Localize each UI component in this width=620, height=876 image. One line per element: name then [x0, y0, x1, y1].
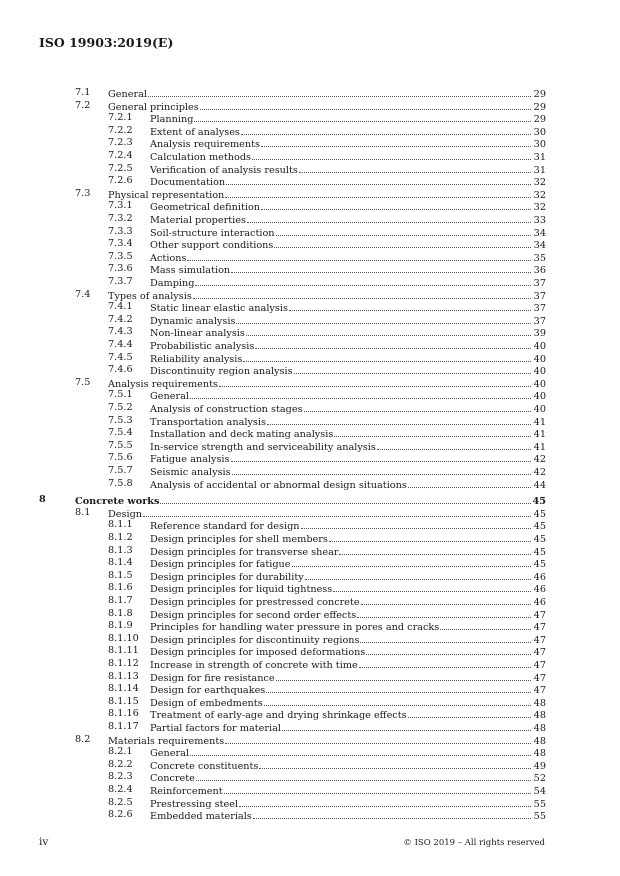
toc-entry-number: 7.2.4 [108, 150, 133, 161]
toc-entry-title: Extent of analyses [150, 126, 240, 138]
toc-entry-title: Damping [150, 278, 195, 289]
toc-leader-dots [366, 645, 531, 655]
toc-leader-dots [282, 721, 531, 731]
toc-entry-title: Transportation analysis [150, 416, 266, 428]
toc-entry[interactable] [108, 112, 546, 124]
toc-entry[interactable] [108, 326, 546, 338]
toc-entry[interactable] [75, 100, 546, 112]
toc-entry-number: 7.4.2 [108, 313, 133, 325]
toc-entry-page: 45 [533, 559, 546, 571]
toc-entry-number: 8.1.1 [108, 519, 133, 531]
toc-entry-title: General principles [108, 101, 199, 113]
toc-entry-number: 8.2.4 [108, 784, 133, 795]
toc-leader-dots [360, 633, 531, 643]
toc-entry[interactable] [75, 188, 546, 200]
toc-entry[interactable] [108, 645, 546, 657]
toc-leader-dots [305, 570, 531, 580]
toc-entry-number: 8.1.16 [108, 708, 139, 720]
toc-entry-page: 45 [533, 521, 546, 533]
toc-entry-title: Analysis of accidental or abnormal design situations [150, 479, 407, 491]
toc-entry-page: 45 [533, 534, 546, 545]
toc-entry-title: Actions [150, 252, 187, 264]
toc-entry-number: 7.2.1 [108, 112, 133, 124]
toc-leader-dots [259, 759, 531, 769]
toc-entry[interactable] [108, 339, 546, 351]
toc-entry-page: 31 [533, 152, 546, 163]
toc-entry-number: 8.1.6 [108, 582, 133, 594]
toc-entry-page: 54 [533, 786, 546, 797]
toc-entry-number: 7.4.1 [108, 301, 133, 313]
toc-leader-dots [408, 708, 531, 718]
toc-entry-title: In-service strength and serviceability analysis [150, 441, 376, 453]
toc-entry-title: Analysis requirements [150, 139, 260, 151]
toc-entry-page: 32 [533, 202, 546, 214]
toc-entry[interactable] [108, 389, 546, 401]
toc-entry-title: Design principles for liquid tightness [150, 584, 333, 596]
toc-entry[interactable] [108, 658, 546, 670]
toc-entry-number: 8.1.5 [108, 569, 133, 581]
toc-entry-number: 7.3.6 [108, 263, 133, 275]
toc-entry-number: 7.5.8 [108, 477, 133, 489]
toc-entry-page: 40 [533, 378, 546, 390]
toc-entry-title: Design for earthquakes [150, 685, 266, 697]
toc-entry-number: 8.1.10 [108, 632, 139, 644]
toc-entry-page: 49 [533, 760, 546, 772]
toc-entry-title: Types of analysis [108, 290, 192, 302]
toc-entry-page: 29 [533, 89, 546, 100]
toc-entry[interactable] [108, 427, 546, 439]
toc-leader-dots [236, 314, 531, 324]
toc-entry[interactable] [108, 452, 546, 464]
toc-entry[interactable] [108, 809, 546, 821]
toc-entry-title: Design principles for fatigue [150, 559, 291, 571]
toc-entry-title: Design principles for prestressed concrete [150, 597, 360, 608]
toc-entry[interactable] [108, 238, 546, 250]
toc-entry[interactable] [108, 200, 546, 212]
toc-entry[interactable] [108, 125, 546, 137]
toc-entry-page: 30 [533, 139, 546, 151]
toc-entry-number: 7.3.3 [108, 225, 133, 237]
toc-entry-title: Fatigue analysis [150, 454, 230, 466]
toc-leader-dots [239, 797, 531, 807]
toc-entry-title: Reinforcement [150, 786, 223, 797]
toc-leader-dots [148, 87, 531, 97]
toc-entry-title: Design principles for imposed deformations [150, 647, 366, 659]
toc-leader-dots [361, 595, 531, 605]
toc-entry[interactable] [108, 620, 546, 632]
toc-entry-number: 8.2.3 [108, 771, 133, 783]
toc-entry-title: Concrete [150, 773, 195, 785]
toc-entry-title: Soil-structure interaction [150, 227, 275, 239]
toc-entry-page: 40 [533, 341, 546, 352]
toc-entry[interactable] [108, 301, 546, 313]
toc-entry-page: 32 [533, 189, 546, 201]
toc-entry-number: 7.3 [75, 187, 91, 199]
toc-entry-title: General [108, 89, 147, 100]
toc-entry-page: 47 [533, 647, 546, 659]
toc-leader-dots [261, 200, 531, 210]
toc-entry[interactable] [108, 633, 546, 645]
toc-entry-page: 37 [533, 278, 546, 289]
toc-entry-title: Increase in strength of concrete with time [150, 660, 358, 671]
toc-entry-title: Non-linear analysis [150, 328, 245, 340]
toc-entry[interactable] [108, 415, 546, 427]
toc-entry-title: Concrete constituents [150, 760, 259, 772]
toc-leader-dots [196, 771, 531, 781]
toc-entry-page: 48 [533, 710, 546, 722]
toc-leader-dots [377, 440, 531, 450]
toc-leader-dots [224, 784, 531, 794]
toc-leader-dots [274, 238, 531, 248]
toc-entry-number: 8.1.3 [108, 544, 133, 556]
toc-entry[interactable] [108, 402, 546, 414]
toc-entry-title: Design of embedments [150, 697, 263, 709]
toc-entry[interactable] [108, 440, 546, 452]
toc-entry-page: 40 [533, 353, 546, 365]
toc-entry[interactable] [108, 263, 546, 275]
toc-entry-number: 8.2.5 [108, 796, 133, 808]
toc-entry[interactable] [108, 532, 546, 544]
toc-entry[interactable] [108, 708, 546, 720]
toc-leader-dots [333, 582, 531, 592]
toc-entry-page: 33 [533, 215, 546, 226]
toc-entry[interactable] [75, 507, 546, 519]
toc-leader-dots [357, 608, 531, 618]
toc-leader-dots [276, 671, 531, 681]
toc-entry[interactable] [108, 465, 546, 477]
toc-entry[interactable] [108, 570, 546, 582]
toc-leader-dots [440, 620, 531, 630]
toc-leader-dots [226, 175, 531, 185]
toc-leader-dots [231, 452, 532, 462]
toc-entry-number: 7.3.4 [108, 238, 133, 250]
toc-entry-page: 55 [533, 811, 546, 823]
toc-entry-number: 8.2.2 [108, 758, 133, 770]
toc-entry-page: 44 [533, 479, 546, 491]
toc-entry-title: Principles for handling water pressure in pores and cracks [150, 622, 440, 634]
toc-entry-page: 48 [533, 697, 546, 709]
toc-entry-number: 7.5.4 [108, 427, 133, 439]
toc-entry-number: 7.4.5 [108, 351, 133, 363]
toc-entry-number: 7.5.2 [108, 402, 133, 413]
toc-entry[interactable] [108, 314, 546, 326]
toc-entry-number: 7.3.5 [108, 250, 133, 262]
toc-entry-page: 47 [533, 609, 546, 621]
toc-entry-page: 41 [533, 429, 546, 441]
toc-leader-dots [292, 557, 531, 567]
toc-entry-number: 8.1.11 [108, 645, 139, 657]
toc-leader-dots [190, 389, 531, 399]
toc-entry-title: Discontinuity region analysis [150, 366, 293, 378]
toc-entry-page: 48 [533, 748, 546, 760]
toc-entry[interactable] [108, 364, 546, 376]
toc-leader-dots [187, 251, 531, 261]
toc-entry-number: 7.4.6 [108, 364, 133, 376]
toc-entry-page: 37 [533, 290, 546, 302]
toc-entry[interactable] [39, 494, 546, 506]
toc-leader-dots [301, 519, 531, 529]
toc-entry-number: 8.1.15 [108, 695, 139, 707]
toc-leader-dots [246, 326, 531, 336]
toc-leader-dots [219, 377, 531, 387]
toc-entry[interactable] [108, 595, 546, 607]
copyright-notice: © ISO 2019 – All rights reserved [403, 838, 545, 848]
toc-entry[interactable] [108, 721, 546, 733]
toc-entry-number: 7.3.2 [108, 213, 133, 224]
toc-entry-title: Prestressing steel [150, 798, 239, 810]
toc-entry-page: 41 [533, 416, 546, 428]
toc-entry-title: Reference standard for design [150, 521, 300, 533]
toc-entry[interactable] [108, 671, 546, 683]
toc-entry[interactable] [108, 557, 546, 569]
toc-leader-dots [266, 683, 531, 693]
toc-entry-page: 30 [533, 126, 546, 138]
toc-entry-page: 47 [533, 685, 546, 697]
toc-entry-title: Physical representation [108, 189, 225, 201]
toc-entry[interactable] [75, 734, 546, 746]
toc-entry-page: 37 [533, 303, 546, 315]
toc-entry[interactable] [108, 784, 546, 796]
toc-leader-dots [253, 809, 531, 819]
toc-leader-dots [359, 658, 531, 668]
toc-entry-title: Embedded materials [150, 811, 252, 823]
toc-entry-number: 7.1 [75, 87, 91, 98]
toc-entry-page: 32 [533, 177, 546, 189]
toc-entry-page: 42 [533, 467, 546, 478]
toc-entry-page: 48 [533, 723, 546, 734]
toc-entry-number: 7.5.1 [108, 389, 133, 401]
toc-entry-page: 34 [533, 227, 546, 239]
toc-entry-title: Design for fire resistance [150, 672, 275, 684]
toc-leader-dots [252, 150, 531, 160]
toc-leader-dots [264, 696, 531, 706]
toc-leader-dots [247, 213, 531, 223]
toc-entry-page: 35 [533, 252, 546, 264]
toc-entry[interactable] [108, 150, 546, 162]
toc-entry-number: 8.1.12 [108, 658, 139, 669]
toc-entry-title: Probabilistic analysis [150, 341, 255, 352]
toc-leader-dots [193, 289, 531, 299]
toc-leader-dots [339, 545, 531, 555]
toc-entry-page: 37 [533, 315, 546, 327]
toc-entry-title: Material properties [150, 215, 246, 226]
toc-entry-title: Planning [150, 114, 194, 126]
toc-entry-number: 7.4 [75, 288, 91, 300]
toc-entry-page: 34 [533, 240, 546, 252]
toc-entry[interactable] [75, 377, 546, 389]
toc-entry-title: Dynamic analysis [150, 315, 236, 327]
toc-entry-number: 7.2.2 [108, 124, 133, 136]
toc-entry-number: 7.2.6 [108, 175, 133, 187]
toc-entry-title: Geometrical definition [150, 202, 261, 214]
toc-leader-dots [261, 137, 531, 147]
toc-entry-page: 47 [533, 634, 546, 646]
toc-entry-page: 29 [533, 101, 546, 113]
toc-entry-title: Seismic analysis [150, 467, 231, 478]
toc-entry-page: 45 [532, 496, 546, 508]
document-header: ISO 19903:2019(E) [39, 35, 174, 50]
toc-entry-page: 45 [533, 546, 546, 558]
toc-entry-number: 8.1.4 [108, 557, 133, 569]
toc-entry-page: 45 [533, 508, 546, 520]
toc-leader-dots [267, 415, 531, 425]
toc-entry-number: 8.1.7 [108, 595, 133, 606]
toc-leader-dots [289, 301, 531, 311]
toc-leader-dots [329, 532, 531, 542]
toc-leader-dots [225, 734, 531, 744]
toc-entry-number: 8.1.9 [108, 620, 133, 632]
toc-entry-number: 7.4.3 [108, 326, 133, 338]
toc-entry-number: 7.5 [75, 376, 91, 388]
toc-entry-number: 8.1.8 [108, 607, 133, 619]
toc-leader-dots [200, 100, 531, 110]
toc-leader-dots [299, 163, 531, 173]
toc-entry-number: 8 [39, 494, 46, 506]
toc-entry-title: Design principles for durability [150, 571, 304, 583]
toc-entry[interactable] [108, 478, 546, 490]
toc-entry-title: Verification of analysis results [150, 164, 298, 176]
toc-leader-dots [276, 226, 531, 236]
toc-entry-title: General [150, 391, 189, 403]
toc-entry[interactable] [108, 797, 546, 809]
toc-entry-page: 40 [533, 404, 546, 415]
toc-entry-title: General [150, 748, 189, 760]
toc-leader-dots [195, 276, 531, 286]
toc-entry[interactable] [108, 226, 546, 238]
toc-entry-page: 39 [533, 328, 546, 340]
toc-entry-title: Design principles for discontinuity regions [150, 634, 360, 646]
toc-entry-title: Documentation [150, 177, 226, 189]
toc-leader-dots [304, 402, 531, 412]
toc-entry-page: 41 [533, 441, 546, 453]
toc-entry-number: 8.1.14 [108, 683, 139, 695]
toc-leader-dots [294, 364, 531, 374]
toc-entry-title: Installation and deck mating analysis [150, 429, 334, 441]
toc-entry-title: Analysis requirements [108, 378, 218, 390]
toc-entry-page: 46 [533, 597, 546, 608]
toc-entry-page: 40 [533, 391, 546, 403]
toc-entry[interactable] [75, 289, 546, 301]
toc-entry[interactable] [108, 163, 546, 175]
toc-entry[interactable] [108, 696, 546, 708]
toc-entry-page: 52 [533, 773, 546, 785]
toc-entry-number: 7.5.6 [108, 452, 133, 464]
toc-entry[interactable] [108, 582, 546, 594]
toc-entry-page: 47 [533, 622, 546, 634]
toc-entry[interactable] [108, 683, 546, 695]
toc-leader-dots [232, 465, 531, 475]
toc-entry[interactable] [108, 771, 546, 783]
toc-entry-number: 7.3.7 [108, 276, 133, 287]
toc-entry-title: Calculation methods [150, 152, 252, 163]
toc-entry-page: 40 [533, 366, 546, 378]
toc-entry-number: 8.2.1 [108, 746, 133, 758]
toc-entry-page: 46 [533, 584, 546, 596]
toc-entry[interactable] [108, 137, 546, 149]
toc-entry-number: 7.2.3 [108, 137, 133, 149]
toc-entry-page: 47 [533, 660, 546, 671]
toc-entry-page: 42 [533, 454, 546, 466]
toc-entry-title: Static linear elastic analysis [150, 303, 288, 315]
toc-entry-number: 7.5.5 [108, 439, 133, 451]
toc-leader-dots [408, 478, 531, 488]
toc-entry[interactable] [108, 175, 546, 187]
toc-entry-number: 8.1.17 [108, 721, 139, 732]
toc-entry-title: Design principles for second order effects [150, 609, 357, 621]
toc-entry-number: 7.3.1 [108, 200, 133, 212]
toc-entry-number: 7.2 [75, 99, 91, 111]
toc-entry-title: Design principles for transverse shear [150, 546, 339, 558]
toc-leader-dots [334, 427, 531, 437]
toc-entry-page: 47 [533, 672, 546, 684]
toc-entry[interactable] [108, 251, 546, 263]
toc-leader-dots [243, 352, 531, 362]
toc-entry-page: 46 [533, 571, 546, 583]
toc-entry[interactable] [108, 276, 546, 288]
toc-entry[interactable] [108, 519, 546, 531]
toc-entry[interactable] [108, 608, 546, 620]
toc-leader-dots [225, 188, 531, 198]
toc-leader-dots [143, 507, 531, 517]
toc-entry[interactable] [75, 87, 546, 99]
toc-leader-dots [255, 339, 531, 349]
toc-entry-title: Concrete works [75, 496, 160, 508]
toc-leader-dots [241, 125, 531, 135]
toc-entry-title: Other support conditions [150, 240, 274, 252]
toc-entry-title: Design [108, 508, 143, 520]
toc-leader-dots [190, 746, 531, 756]
toc-entry[interactable] [108, 746, 546, 758]
toc-entry-title: Reliability analysis [150, 353, 243, 365]
toc-entry-title: Treatment of early-age and drying shrinkage effects [150, 710, 407, 722]
toc-entry-number: 8.1.13 [108, 670, 139, 682]
toc-entry[interactable] [108, 213, 546, 225]
toc-leader-dots [160, 494, 531, 504]
toc-entry-page: 29 [533, 114, 546, 126]
toc-entry-number: 7.5.3 [108, 414, 133, 426]
toc-leader-dots [194, 112, 531, 122]
toc-entry-number: 8.1.2 [108, 532, 133, 543]
toc-entry-number: 8.1 [75, 506, 91, 518]
toc-entry-page: 55 [533, 798, 546, 810]
toc-entry-page: 48 [533, 735, 546, 747]
toc-entry-page: 31 [533, 164, 546, 176]
page-number: iv [39, 836, 49, 848]
toc-entry-number: 7.2.5 [108, 162, 133, 174]
toc-entry[interactable] [108, 352, 546, 364]
toc-entry-title: Design principles for shell members [150, 534, 328, 545]
toc-entry-number: 7.5.7 [108, 465, 133, 476]
toc-entry-title: Mass simulation [150, 265, 231, 277]
toc-entry-number: 7.4.4 [108, 339, 133, 350]
toc-entry-page: 36 [533, 265, 546, 277]
toc-entry-number: 8.2 [75, 733, 91, 745]
toc-entry-title: Partial factors for material [150, 723, 281, 734]
toc-entry-title: Materials requirements [108, 735, 225, 747]
toc-leader-dots [231, 263, 531, 273]
toc-entry[interactable] [108, 545, 546, 557]
toc-entry-title: Analysis of construction stages [150, 404, 303, 415]
toc-entry-number: 8.2.6 [108, 809, 133, 821]
toc-entry[interactable] [108, 759, 546, 771]
